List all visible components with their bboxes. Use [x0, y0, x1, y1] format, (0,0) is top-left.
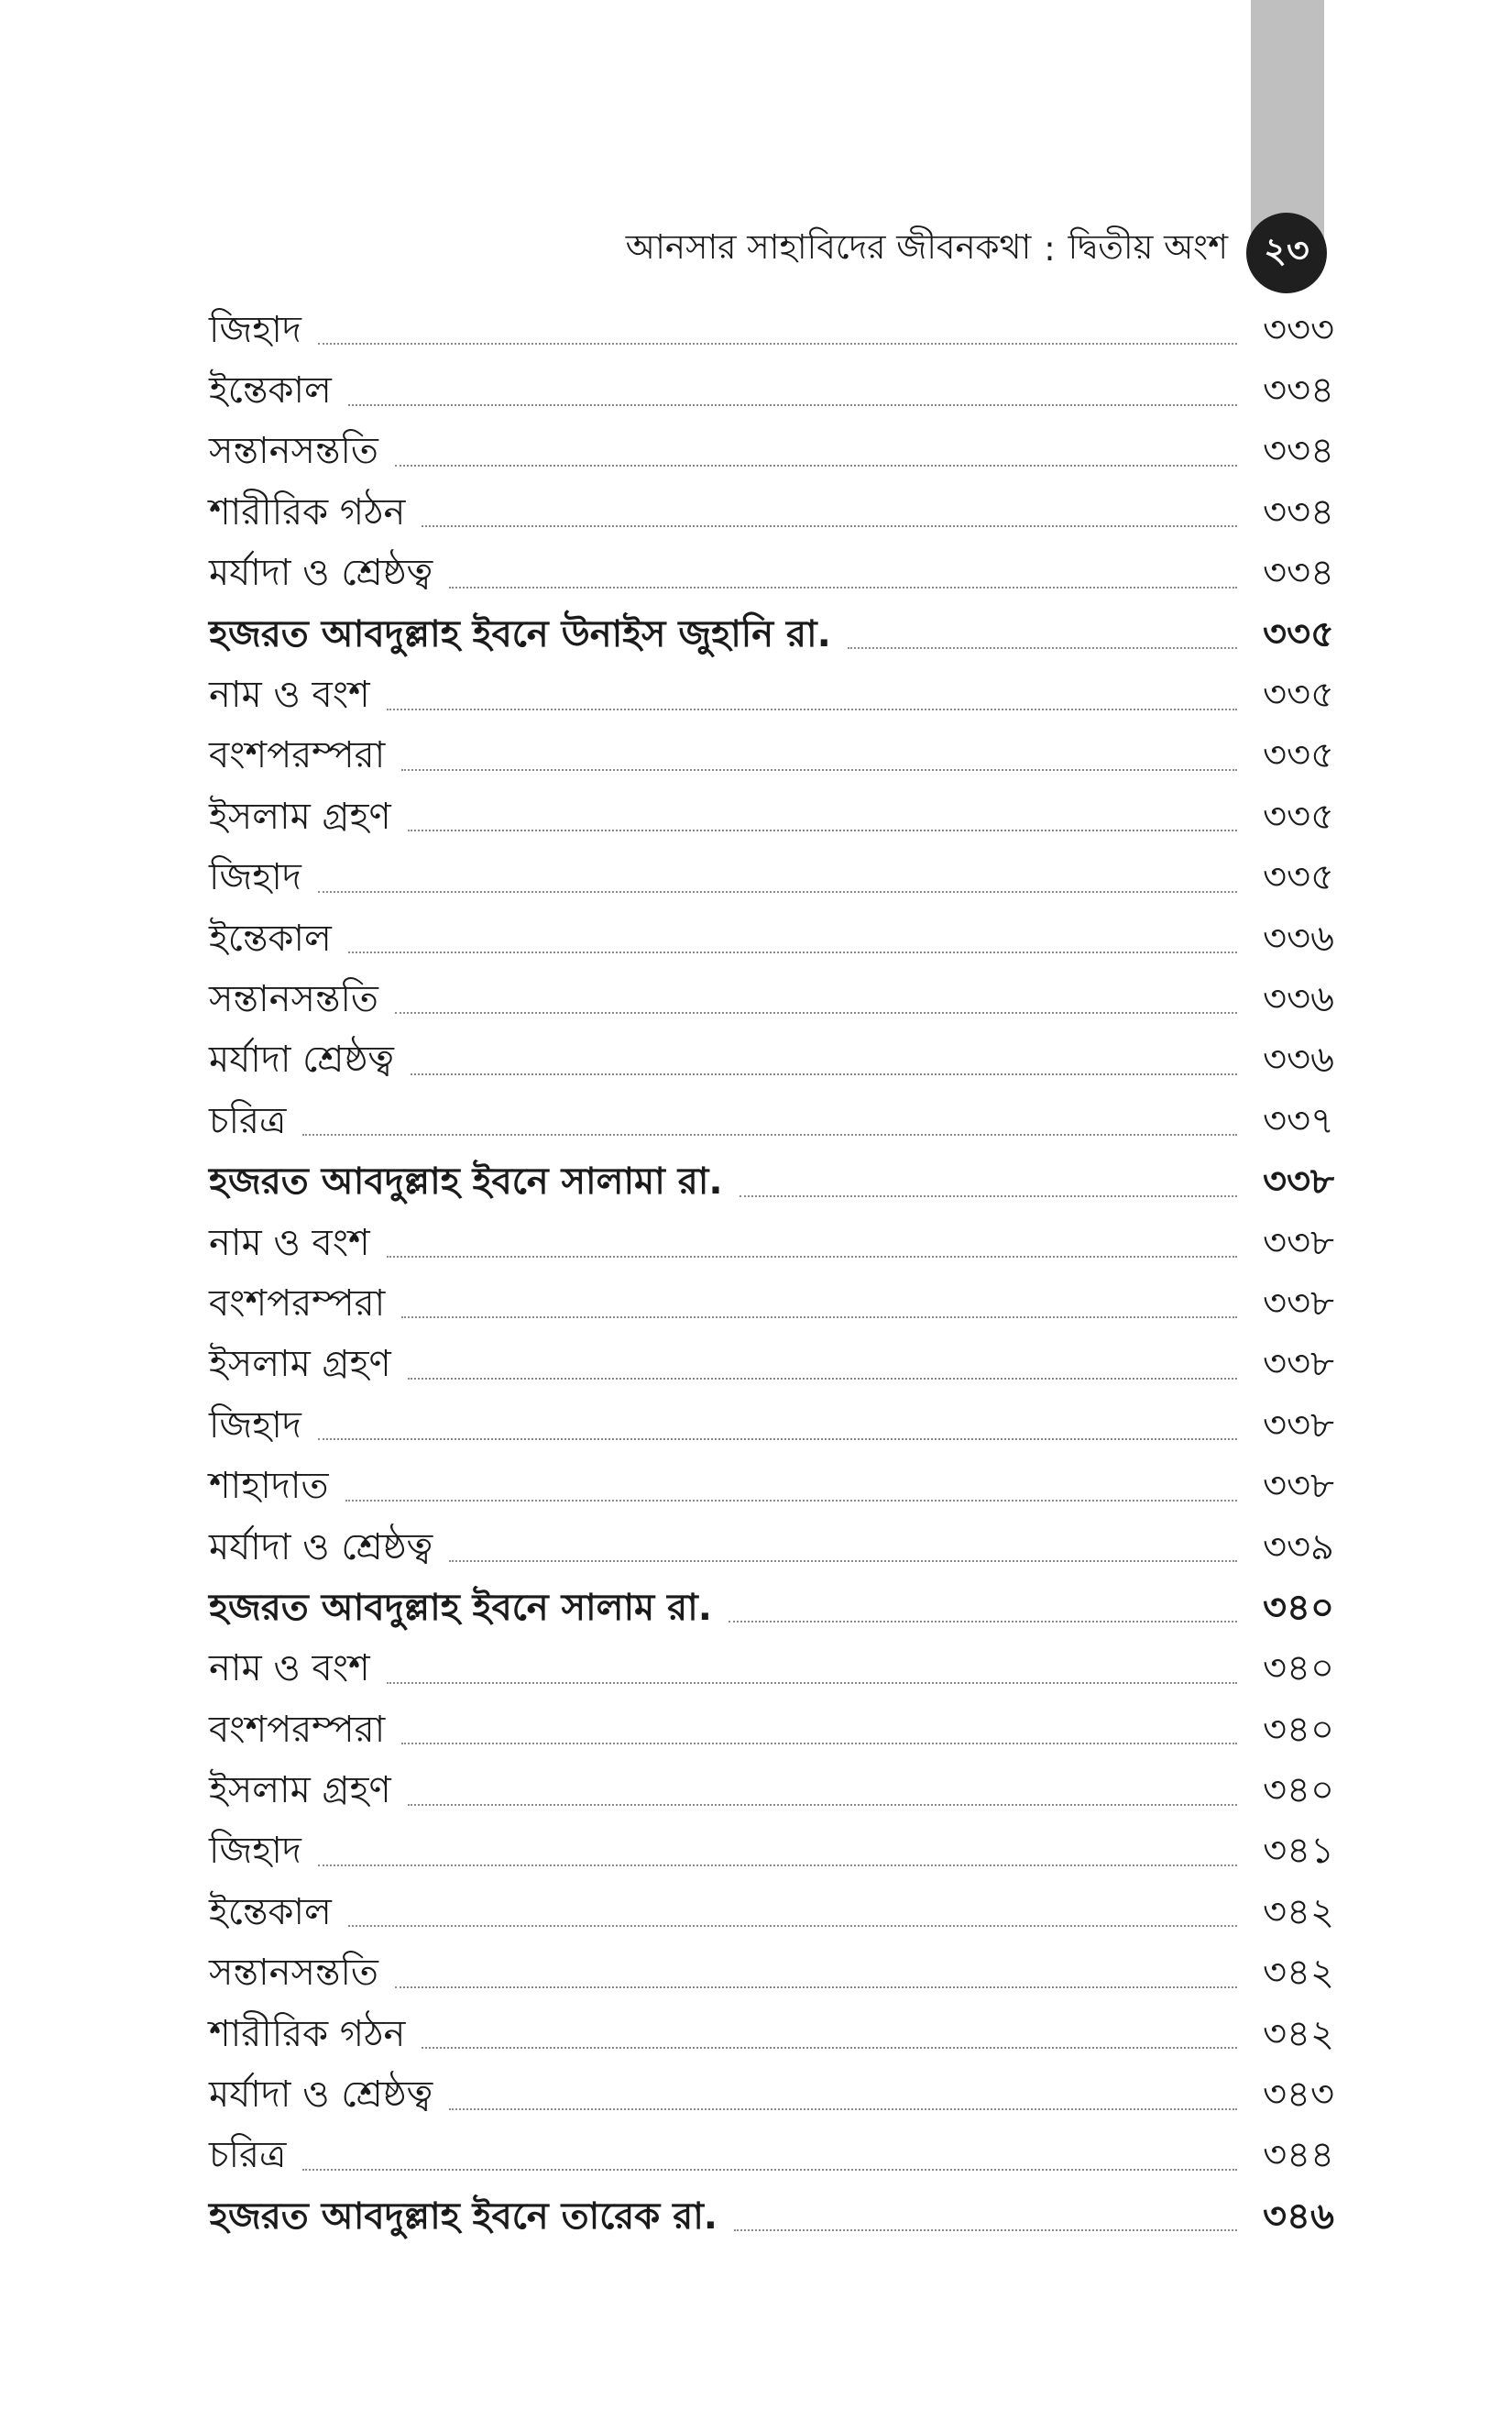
toc-entry-label: জিহাদ	[209, 1403, 301, 1446]
toc-entry-page-number: ৩৩৪	[1263, 490, 1334, 534]
toc-entry-page-number: ৩৪১	[1263, 1830, 1334, 1873]
dotted-leader	[387, 709, 1237, 710]
toc-entry[interactable]	[209, 1274, 1334, 1335]
toc-entry[interactable]	[209, 1640, 1334, 1700]
table-of-contents	[209, 301, 1334, 2249]
toc-entry[interactable]	[209, 1396, 1334, 1457]
header-separator: :	[1044, 228, 1056, 269]
toc-entry-label: নাম ও বংশ	[209, 674, 370, 717]
toc-entry-label: মর্যাদা ও শ্রেষ্ঠত্ব	[209, 552, 433, 595]
toc-entry-label: হজরত আবদুল্লাহ ইবনে সালামা রা.	[209, 1160, 723, 1204]
dotted-leader	[302, 2169, 1237, 2171]
toc-entry-page-number: ৩৩৯	[1263, 1525, 1334, 1568]
toc-entry-page-number: ৩৩৮	[1263, 1160, 1334, 1204]
toc-entry[interactable]	[209, 483, 1334, 544]
toc-entry-label: বংশপরম্পরা	[209, 734, 386, 777]
toc-entry[interactable]	[209, 1336, 1334, 1396]
dotted-leader	[408, 830, 1237, 831]
dotted-leader	[422, 2047, 1237, 2049]
toc-entry-label: হজরত আবদুল্লাহ ইবনে সালাম রা.	[209, 1586, 712, 1629]
toc-entry[interactable]	[209, 787, 1334, 848]
toc-entry[interactable]	[209, 544, 1334, 605]
toc-entry[interactable]	[209, 909, 1334, 970]
toc-entry-label: জিহাদ	[209, 1830, 301, 1873]
toc-entry-page-number: ৩৩৩	[1262, 308, 1334, 351]
toc-entry-page-number: ৩৪০	[1263, 1769, 1334, 1812]
toc-entry-label: মর্যাদা ও শ্রেষ্ঠত্ব	[209, 2074, 433, 2117]
dotted-leader	[408, 1804, 1237, 1806]
toc-entry-page-number: ৩৪০	[1263, 1708, 1334, 1751]
toc-entry-label: হজরত আবদুল্লাহ ইবনে তারেক রা.	[209, 2194, 718, 2238]
toc-entry-page-number: ৩৩৮	[1263, 1343, 1334, 1386]
toc-entry-page-number: ৩৩৫	[1263, 856, 1334, 899]
toc-entry-label: ইসলাম গ্রহণ	[209, 1343, 391, 1386]
toc-entry-label: ইসলাম গ্রহণ	[209, 795, 391, 838]
dotted-leader	[348, 404, 1237, 406]
toc-entry-page-number: ৩৩৮	[1263, 1221, 1334, 1264]
toc-entry[interactable]	[209, 423, 1334, 483]
toc-entry-page-number: ৩৩৬	[1262, 917, 1334, 960]
toc-entry-page-number: ৩৩৬	[1262, 1039, 1334, 1082]
toc-entry-label: বংশপরম্পরা	[209, 1282, 386, 1325]
toc-entry-label: সন্তানসন্ততি	[209, 978, 378, 1020]
part-label: দ্বিতীয় অংশ	[1068, 226, 1228, 267]
toc-section-entry[interactable]	[209, 2187, 1334, 2248]
toc-entry[interactable]	[209, 2127, 1334, 2187]
dotted-leader	[345, 1500, 1237, 1502]
book-title: আনসার সাহাবিদের জীবনকথা	[625, 226, 1032, 267]
toc-entry-page-number: ৩৩৫	[1263, 612, 1334, 655]
toc-entry-page-number: ৩৪২	[1263, 1952, 1334, 1995]
toc-entry[interactable]	[209, 361, 1334, 422]
running-header	[550, 222, 1228, 275]
toc-entry[interactable]	[209, 301, 1334, 361]
toc-entry-label: হজরত আবদুল্লাহ ইবনে উনাইস জুহানি রা.	[209, 612, 831, 655]
toc-entry-page-number: ৩৩৪	[1263, 552, 1334, 595]
toc-entry-label: ইন্তেকাল	[209, 1890, 332, 1933]
toc-section-entry[interactable]	[209, 1578, 1334, 1639]
toc-section-entry[interactable]	[209, 1152, 1334, 1213]
toc-entry-label: মর্যাদা শ্রেষ্ঠত্ব	[209, 1039, 394, 1082]
toc-entry-label: বংশপরম্পরা	[209, 1708, 386, 1751]
toc-entry-label: ইন্তেকাল	[209, 917, 332, 960]
toc-entry-page-number: ৩৩৮	[1263, 1403, 1334, 1446]
toc-entry[interactable]	[209, 1214, 1334, 1274]
toc-entry-page-number: ৩৩৪	[1263, 430, 1334, 473]
toc-entry-label: জিহাদ	[209, 856, 301, 899]
toc-entry-page-number: ৩৩৭	[1262, 1099, 1334, 1142]
toc-entry-page-number: ৩৪২	[1263, 2012, 1334, 2055]
dotted-leader	[449, 587, 1237, 588]
toc-entry-page-number: ৩৪৬	[1263, 2194, 1334, 2238]
toc-entry-page-number: ৩৩৮	[1263, 1282, 1334, 1325]
toc-entry[interactable]	[209, 1092, 1334, 1152]
toc-entry-label: জিহাদ	[209, 308, 301, 351]
dotted-leader	[387, 1682, 1237, 1684]
dotted-leader	[318, 1864, 1237, 1866]
dotted-leader	[348, 1925, 1237, 1927]
toc-entry-page-number: ৩৪০	[1263, 1647, 1334, 1690]
dotted-leader	[401, 1743, 1237, 1744]
dotted-leader	[395, 1012, 1237, 1014]
dotted-leader	[401, 1316, 1237, 1318]
toc-entry[interactable]	[209, 1031, 1334, 1092]
toc-entry-page-number: ৩৪৩	[1263, 2074, 1334, 2117]
toc-entry-page-number: ৩৪০	[1263, 1586, 1334, 1629]
dotted-leader	[395, 1986, 1237, 1988]
toc-entry[interactable]	[209, 1457, 1334, 1517]
dotted-leader	[848, 647, 1237, 649]
toc-entry-page-number: ৩৩৪	[1263, 369, 1334, 412]
toc-entry-label: ইন্তেকাল	[209, 369, 332, 412]
dotted-leader	[318, 343, 1237, 345]
toc-entry[interactable]	[209, 666, 1334, 726]
dotted-leader	[734, 2229, 1237, 2231]
toc-entry-page-number: ৩৩৫	[1263, 795, 1334, 838]
toc-entry[interactable]	[209, 1944, 1334, 2005]
toc-entry-label: শাহাদাত	[209, 1465, 329, 1508]
dotted-leader	[401, 769, 1237, 771]
toc-entry-label: শারীরিক গঠন	[209, 490, 406, 534]
toc-entry-page-number: ৩৩৫	[1263, 674, 1334, 717]
toc-entry-page-number: ৩৩৬	[1262, 978, 1334, 1020]
toc-entry-label: শারীরিক গঠন	[209, 2012, 406, 2055]
dotted-leader	[387, 1256, 1237, 1258]
dotted-leader	[318, 1438, 1237, 1440]
toc-entry-label: সন্তানসন্ততি	[209, 1952, 378, 1995]
toc-entry-label: ইসলাম গ্রহণ	[209, 1769, 391, 1812]
toc-entry[interactable]	[209, 1700, 1334, 1761]
toc-entry[interactable]	[209, 1518, 1334, 1578]
dotted-leader	[411, 1073, 1237, 1075]
dotted-leader	[740, 1195, 1237, 1197]
toc-entry-page-number: ৩৩৫	[1263, 734, 1334, 777]
toc-entry[interactable]	[209, 1761, 1334, 1821]
toc-entry[interactable]	[209, 727, 1334, 787]
toc-section-entry[interactable]	[209, 605, 1334, 666]
toc-entry[interactable]	[209, 2065, 1334, 2126]
toc-entry-label: সন্তানসন্ততি	[209, 430, 378, 473]
toc-entry[interactable]	[209, 970, 1334, 1030]
dotted-leader	[302, 1134, 1237, 1136]
dotted-leader	[348, 952, 1237, 953]
dotted-leader	[449, 2108, 1237, 2110]
toc-entry-label: মর্যাদা ও শ্রেষ্ঠত্ব	[209, 1525, 433, 1568]
dotted-leader	[395, 465, 1237, 467]
toc-entry[interactable]	[209, 1822, 1334, 1883]
dotted-leader	[408, 1378, 1237, 1380]
toc-entry[interactable]	[209, 2005, 1334, 2065]
toc-entry-page-number: ৩৪২	[1263, 1890, 1334, 1933]
toc-entry-page-number: ৩৪৪	[1263, 2134, 1334, 2177]
dotted-leader	[729, 1621, 1237, 1622]
toc-entry[interactable]	[209, 849, 1334, 909]
page-number-badge: ২৩	[1246, 213, 1327, 293]
dotted-leader	[318, 891, 1237, 893]
dotted-leader	[449, 1560, 1237, 1562]
toc-entry-label: নাম ও বংশ	[209, 1221, 370, 1264]
dotted-leader	[422, 525, 1237, 527]
toc-entry-label: চরিত্র	[209, 2134, 287, 2177]
toc-entry-label: নাম ও বংশ	[209, 1647, 370, 1690]
toc-entry-label: চরিত্র	[209, 1099, 287, 1142]
toc-entry-page-number: ৩৩৮	[1263, 1465, 1334, 1508]
toc-entry[interactable]	[209, 1883, 1334, 1943]
